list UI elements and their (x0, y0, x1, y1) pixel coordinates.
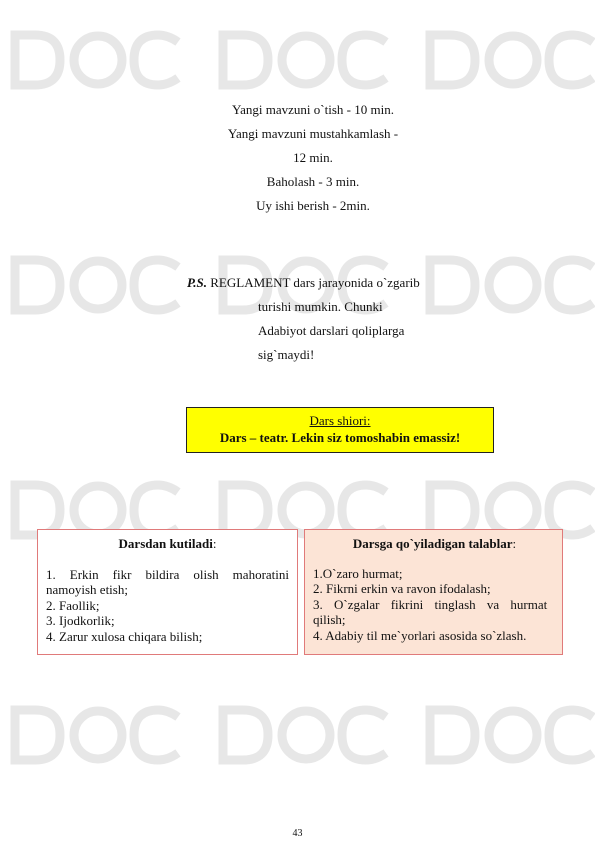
schedule-line: Yangi mavzuni mustahkamlash - (227, 126, 399, 141)
requirement-item: 1.O`zaro hurmat; (313, 565, 403, 581)
expected-item: namoyish etish; (46, 582, 128, 597)
motto-text: Dars – teatr. Lekin siz tomoshabin emassiz! (219, 430, 461, 445)
requirements-box (304, 529, 563, 655)
page-number: 43 (292, 828, 303, 839)
requirement-item: 2. Fikrni erkin va ravon ifodalash; (313, 581, 491, 596)
ps-line: turishi mumkin. Chunki (258, 299, 383, 314)
requirement-item: 3. O`zgalar fikrini tinglash va hurmat (313, 596, 548, 612)
ps-label: P.S. (187, 275, 207, 290)
lesson-motto-box (186, 407, 494, 453)
expected-item: 1. Erkin fikr bildira olish mahoratini (46, 566, 289, 582)
schedule-line: 12 min. (293, 150, 333, 165)
expected-item: 2. Faollik; (46, 597, 100, 613)
expected-item: 3. Ijodkorlik; (46, 613, 115, 628)
ps-text: REGLAMENT dars jarayonida o`zgarib (210, 275, 420, 290)
expected-item: 4. Zarur xulosa chiqara bilish; (46, 628, 203, 644)
requirement-item: qilish; (313, 612, 346, 627)
ps-line: Adabiyot darslari qoliplarga (258, 323, 405, 338)
requirements-heading: Darsga qo`yiladigan talablar: (352, 536, 517, 551)
expected-outcomes-box (37, 529, 298, 655)
ps-line: sig`maydi! (258, 347, 315, 362)
schedule-line: Baholash - 3 min. (266, 174, 360, 189)
schedule-line: Yangi mavzuni o`tish - 10 min. (232, 102, 394, 117)
expected-heading: Darsdan kutiladi: (118, 536, 217, 551)
ps-note (187, 271, 420, 367)
requirement-item: 4. Adabiy til me`yorlari asosida so`zlash. (313, 627, 527, 643)
ps-first-line (187, 271, 420, 295)
schedule-line: Uy ishi berish - 2min. (256, 198, 370, 213)
motto-title: Dars shiori: (309, 413, 371, 428)
